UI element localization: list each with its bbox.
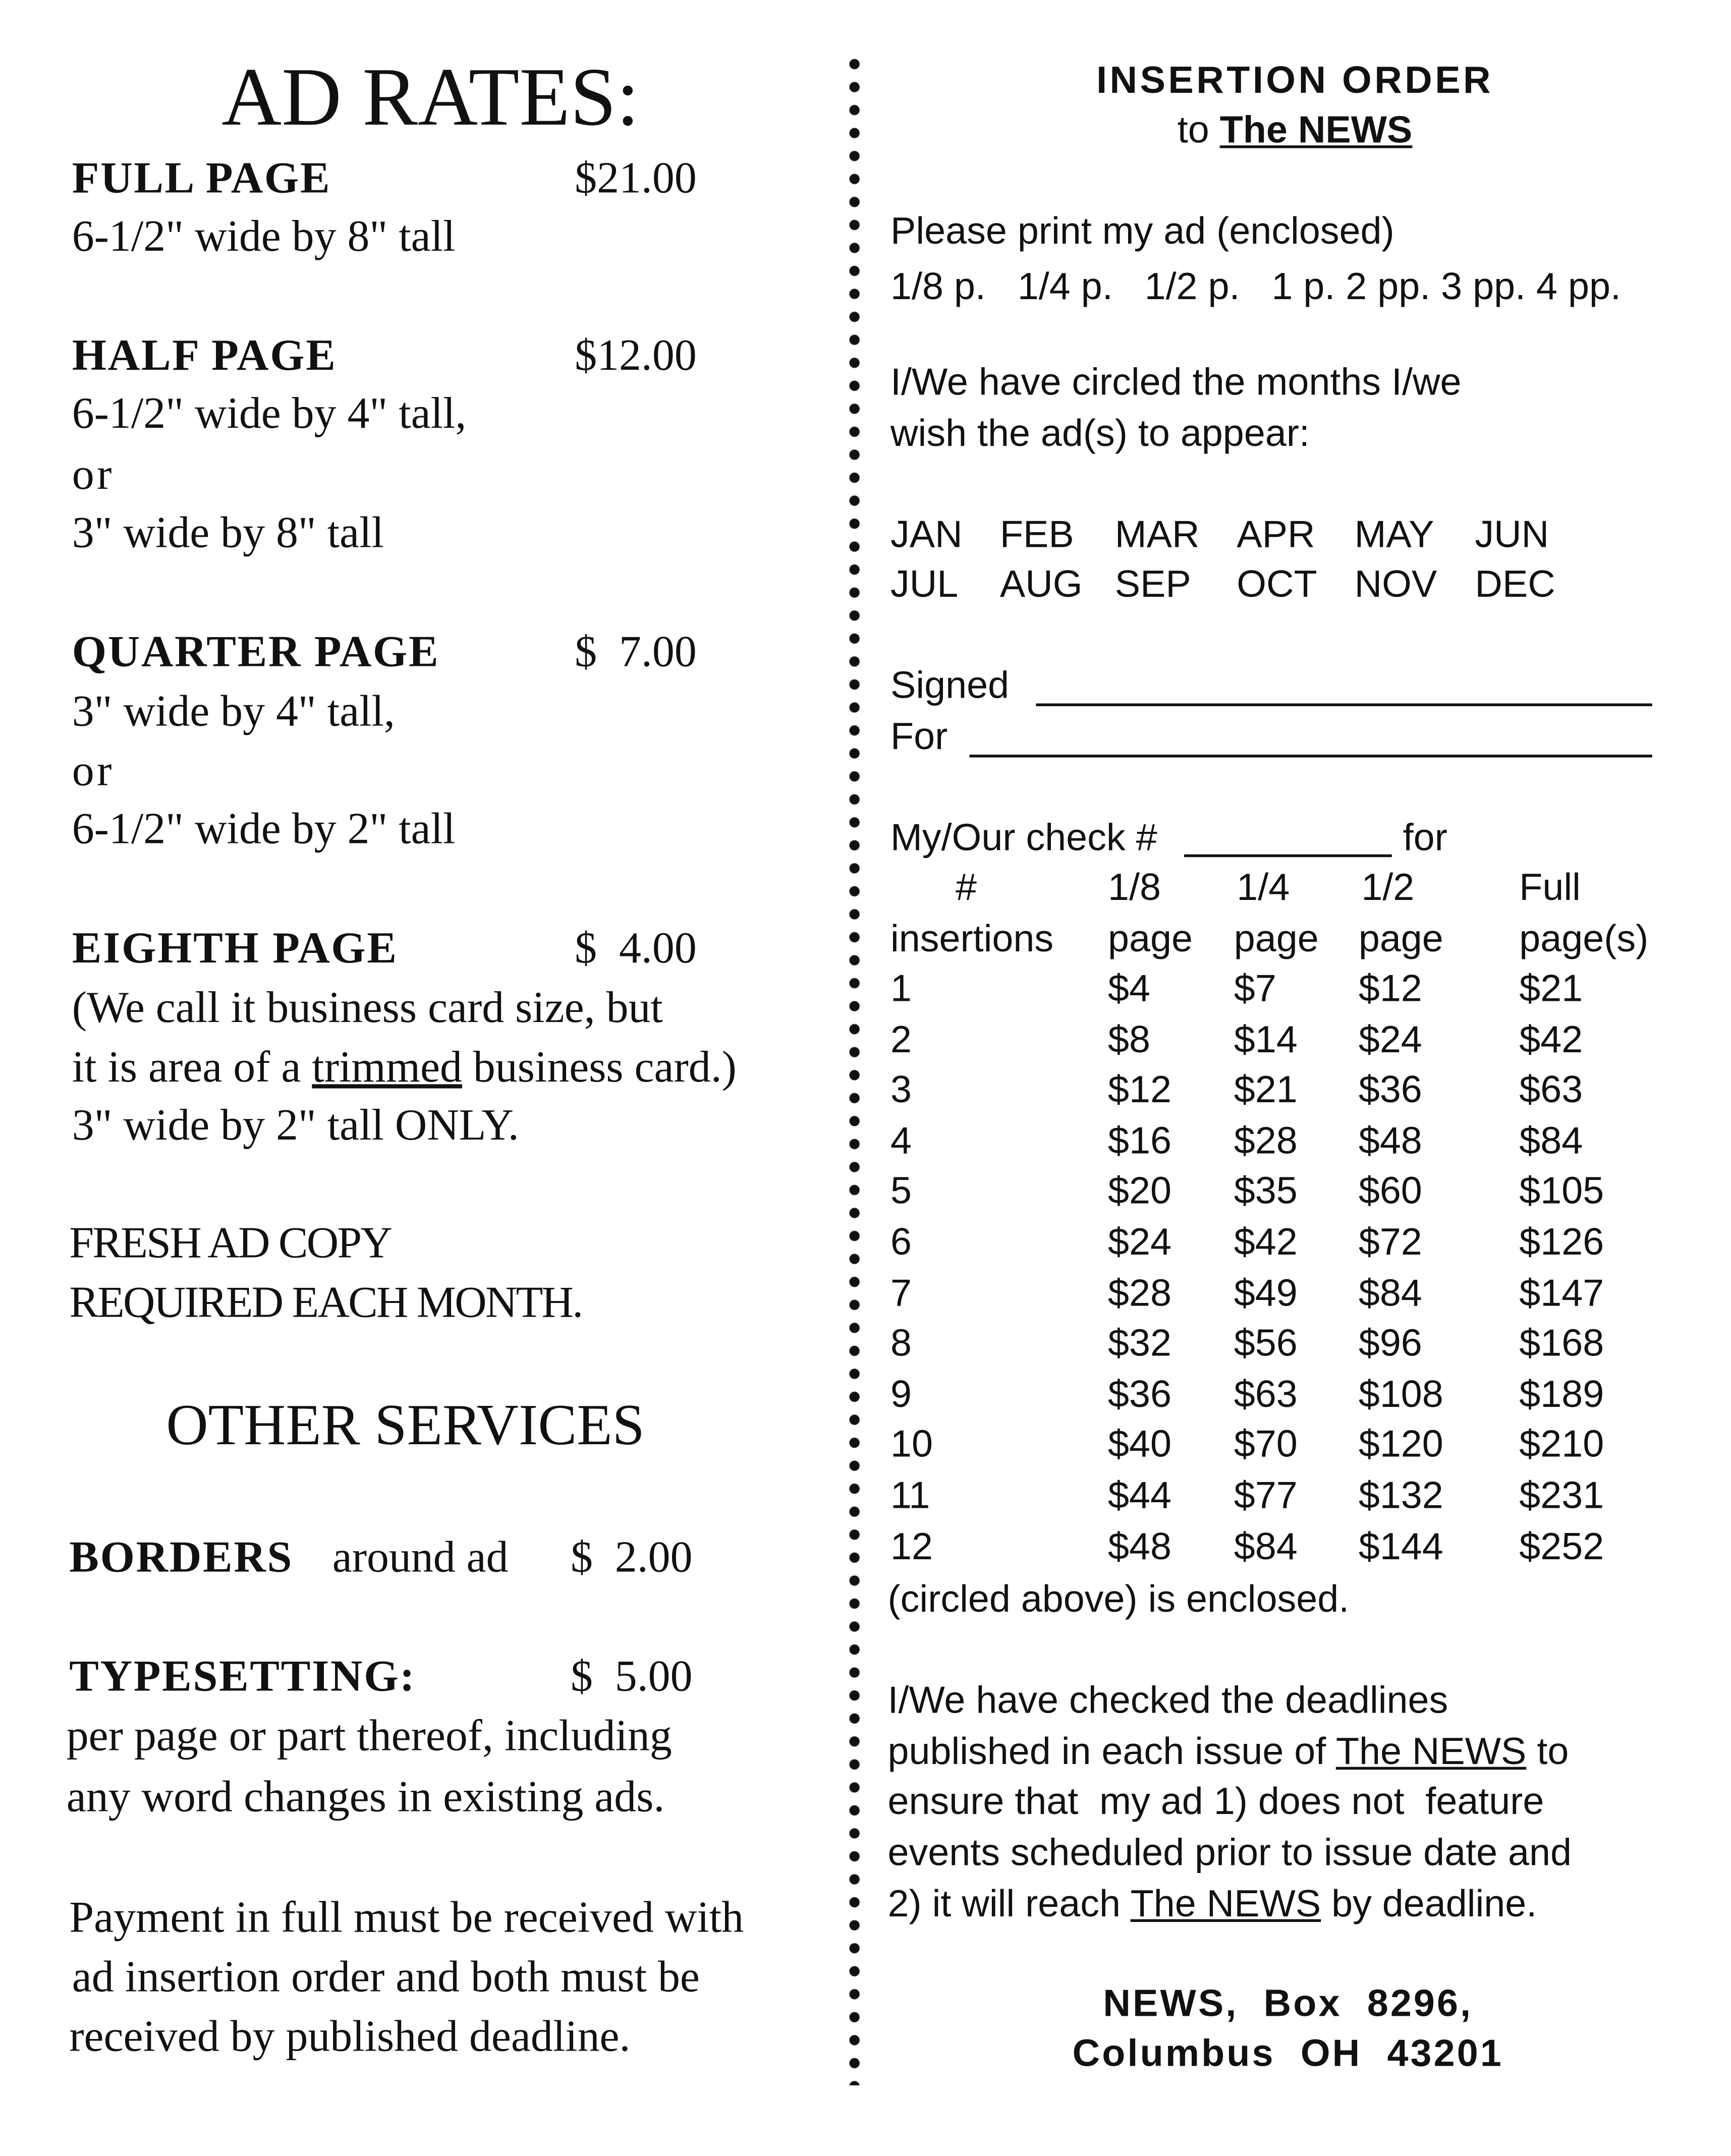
ad-rates-title: AD RATES:	[221, 51, 640, 143]
the-news: The NEWS	[1130, 1882, 1321, 1925]
rate-cell: $28	[1108, 1270, 1171, 1314]
rate-cell: $84	[1519, 1118, 1583, 1162]
fresh-copy-line-2: REQUIRED EACH MONTH.	[69, 1276, 582, 1327]
month-jan: JAN	[890, 512, 963, 555]
quarter-page-price: $ 7.00	[575, 626, 697, 676]
insertions-count: 12	[890, 1524, 933, 1567]
for-label: For	[890, 714, 948, 758]
rate-cell: $210	[1519, 1423, 1604, 1466]
rate-cell: $72	[1358, 1220, 1422, 1263]
rate-cell: $144	[1358, 1524, 1443, 1567]
rate-cell: $21	[1519, 967, 1583, 1010]
the-news: The NEWS	[1219, 108, 1413, 151]
size-options: 1/8 p. 1/4 p. 1/2 p. 1 p. 2 pp. 3 pp. 4 pp.	[890, 264, 1621, 308]
rate-cell: $36	[1358, 1067, 1422, 1111]
deadline-line-4: events scheduled prior to issue date and	[887, 1830, 1572, 1874]
borders-label: BORDERS	[69, 1531, 294, 1581]
rate-cell: $77	[1234, 1473, 1298, 1516]
rate-cell: $21	[1234, 1067, 1298, 1111]
insertions-count: 8	[890, 1321, 912, 1365]
rate-cell: $48	[1358, 1118, 1422, 1162]
text: published in each issue of	[887, 1729, 1336, 1773]
text: business card.)	[462, 1041, 737, 1092]
insertion-order-title: INSERTION ORDER	[1096, 58, 1494, 101]
borders-price: $ 2.00	[570, 1531, 693, 1581]
month-feb: FEB	[999, 512, 1074, 555]
typesetting-price: $ 5.00	[570, 1651, 693, 1700]
rate-cell: $231	[1519, 1473, 1604, 1516]
rate-cell: $24	[1358, 1017, 1422, 1060]
rate-cell: $60	[1358, 1169, 1422, 1212]
circled-line-2: wish the ad(s) to appear:	[890, 411, 1310, 455]
rate-cell: $84	[1358, 1270, 1422, 1314]
deadline-line-2	[888, 1724, 1569, 1780]
insertions-count: 6	[890, 1220, 912, 1263]
circled-line-1: I/We have circled the months I/we	[890, 360, 1462, 403]
half-page-or: or	[72, 448, 115, 499]
rate-cell: $63	[1519, 1067, 1583, 1111]
insertions-count: 9	[890, 1372, 912, 1415]
rate-cell: $14	[1234, 1017, 1298, 1060]
typesetting-label: TYPESETTING:	[69, 1651, 416, 1700]
print-line: Please print my ad (enclosed)	[890, 209, 1394, 252]
insertions-count: 7	[890, 1270, 912, 1314]
month-mar: MAR	[1114, 512, 1200, 555]
address-line-2: Columbus OH 43201	[1072, 2031, 1503, 2075]
half-page-desc-1: 6-1/2" wide by 4" tall,	[72, 387, 467, 438]
rate-cell: $7	[1234, 967, 1276, 1010]
typesetting-desc-1: per page or part thereof, including	[66, 1710, 672, 1760]
rate-cell: $147	[1519, 1270, 1604, 1314]
month-jun: JUN	[1475, 512, 1549, 555]
rate-cell: $48	[1108, 1524, 1171, 1567]
deadline-line-5	[888, 1876, 1537, 1932]
payment-line-2: ad insertion order and both must be	[72, 1951, 700, 2001]
rate-cell: $35	[1234, 1169, 1298, 1212]
eighth-page-desc-2	[72, 1039, 737, 1094]
rate-cell: $120	[1358, 1423, 1443, 1466]
text: 2) it will reach	[887, 1882, 1131, 1925]
rate-cell: $40	[1108, 1423, 1171, 1466]
deadline-line-3: ensure that my ad 1) does not feature	[887, 1779, 1544, 1823]
rate-cell: $96	[1358, 1321, 1422, 1365]
insertions-count: 1	[890, 967, 912, 1010]
quarter-page-or: or	[72, 745, 115, 795]
trimmed-underlined: trimmed	[312, 1041, 462, 1092]
rate-cell: $44	[1108, 1473, 1171, 1516]
table-header: insertions	[890, 917, 1054, 960]
insertions-count: 5	[890, 1169, 912, 1212]
insertions-count: 3	[890, 1067, 912, 1111]
other-services-title: OTHER SERVICES	[166, 1394, 645, 1458]
the-news: The NEWS	[1335, 1729, 1527, 1773]
insertions-count: 10	[890, 1423, 933, 1466]
insertions-count: 2	[890, 1017, 912, 1060]
insertion-order-subtitle	[997, 102, 1592, 158]
quarter-page-desc-1: 3" wide by 4" tall,	[72, 685, 395, 735]
rate-cell: $132	[1358, 1473, 1443, 1516]
table-header: page	[1234, 917, 1319, 960]
month-apr: APR	[1237, 512, 1315, 555]
table-header: 1/8	[1108, 865, 1161, 909]
rate-cell: $12	[1108, 1067, 1171, 1111]
month-aug: AUG	[999, 562, 1083, 605]
rate-cell: $70	[1234, 1423, 1298, 1466]
half-page-price: $12.00	[575, 329, 697, 380]
eighth-page-desc-3: 3" wide by 2" tall ONLY.	[72, 1099, 519, 1150]
rate-cell: $252	[1519, 1524, 1604, 1567]
month-oct: OCT	[1237, 562, 1317, 605]
table-header: 1/2	[1361, 865, 1415, 909]
table-header: page	[1358, 917, 1443, 960]
rate-cell: $8	[1108, 1017, 1150, 1060]
eighth-page-desc-1: (We call it business card size, but	[72, 982, 663, 1032]
rate-cell: $105	[1519, 1169, 1604, 1212]
rate-cell: $32	[1108, 1321, 1171, 1365]
borders-text: around ad	[332, 1531, 509, 1581]
full-page-label: FULL PAGE	[72, 152, 331, 202]
rate-cell: $108	[1358, 1372, 1443, 1415]
rate-cell: $24	[1108, 1220, 1171, 1263]
insertions-count: 4	[890, 1118, 912, 1162]
rate-cell: $28	[1234, 1118, 1298, 1162]
eighth-page-price: $ 4.00	[575, 922, 697, 972]
payment-line-3: received by published deadline.	[69, 2010, 631, 2061]
rate-cell: $49	[1234, 1270, 1298, 1314]
table-header: page(s)	[1519, 917, 1649, 960]
table-header: Full	[1519, 865, 1581, 909]
rate-cell: $42	[1234, 1220, 1298, 1263]
rate-cell: $56	[1234, 1321, 1298, 1365]
table-header: #	[956, 865, 977, 909]
check-label: My/Our check #	[890, 815, 1157, 859]
eighth-page-label: EIGHTH PAGE	[72, 922, 398, 972]
text: it is area of a	[72, 1041, 312, 1092]
table-header: page	[1108, 917, 1193, 960]
signed-field[interactable]	[1036, 703, 1652, 706]
check-number-field[interactable]	[1184, 855, 1392, 857]
rate-cell: $42	[1519, 1017, 1583, 1060]
rate-cell: $16	[1108, 1118, 1171, 1162]
payment-line-1: Payment in full must be received with	[69, 1891, 744, 1942]
address-line-1: NEWS, Box 8296,	[1103, 1981, 1473, 2025]
full-page-price: $21.00	[575, 152, 697, 202]
month-dec: DEC	[1475, 562, 1555, 605]
rate-cell: $126	[1519, 1220, 1604, 1263]
rate-cell: $4	[1108, 967, 1150, 1010]
deadline-line-1: I/We have checked the deadlines	[887, 1678, 1448, 1722]
rate-cell: $63	[1234, 1372, 1298, 1415]
month-nov: NOV	[1354, 562, 1437, 605]
rate-cell: $84	[1234, 1524, 1298, 1567]
rate-cell: $20	[1108, 1169, 1171, 1212]
text: to	[1177, 108, 1220, 151]
month-jul: JUL	[890, 562, 959, 605]
enclosed-line: (circled above) is enclosed.	[887, 1577, 1350, 1620]
for-field[interactable]	[969, 755, 1652, 757]
half-page-desc-2: 3" wide by 8" tall	[72, 506, 384, 557]
table-header: 1/4	[1237, 865, 1290, 909]
half-page-label: HALF PAGE	[72, 329, 337, 380]
month-sep: SEP	[1114, 562, 1191, 605]
check-for-label: for	[1403, 815, 1447, 859]
rate-cell: $189	[1519, 1372, 1604, 1415]
dotted-divider	[846, 52, 863, 2085]
rate-cell: $36	[1108, 1372, 1171, 1415]
text: by deadline.	[1321, 1882, 1537, 1925]
full-page-desc: 6-1/2" wide by 8" tall	[72, 210, 456, 261]
month-may: MAY	[1354, 512, 1434, 555]
text: to	[1526, 1729, 1569, 1773]
insertions-count: 11	[890, 1473, 930, 1516]
quarter-page-desc-2: 6-1/2" wide by 2" tall	[72, 803, 456, 853]
fresh-copy-line-1: FRESH AD COPY	[69, 1217, 392, 1267]
quarter-page-label: QUARTER PAGE	[72, 626, 440, 676]
rate-cell: $168	[1519, 1321, 1604, 1365]
signed-label: Signed	[890, 663, 1010, 706]
typesetting-desc-2: any word changes in existing ads.	[66, 1771, 665, 1821]
rate-cell: $12	[1358, 967, 1422, 1010]
